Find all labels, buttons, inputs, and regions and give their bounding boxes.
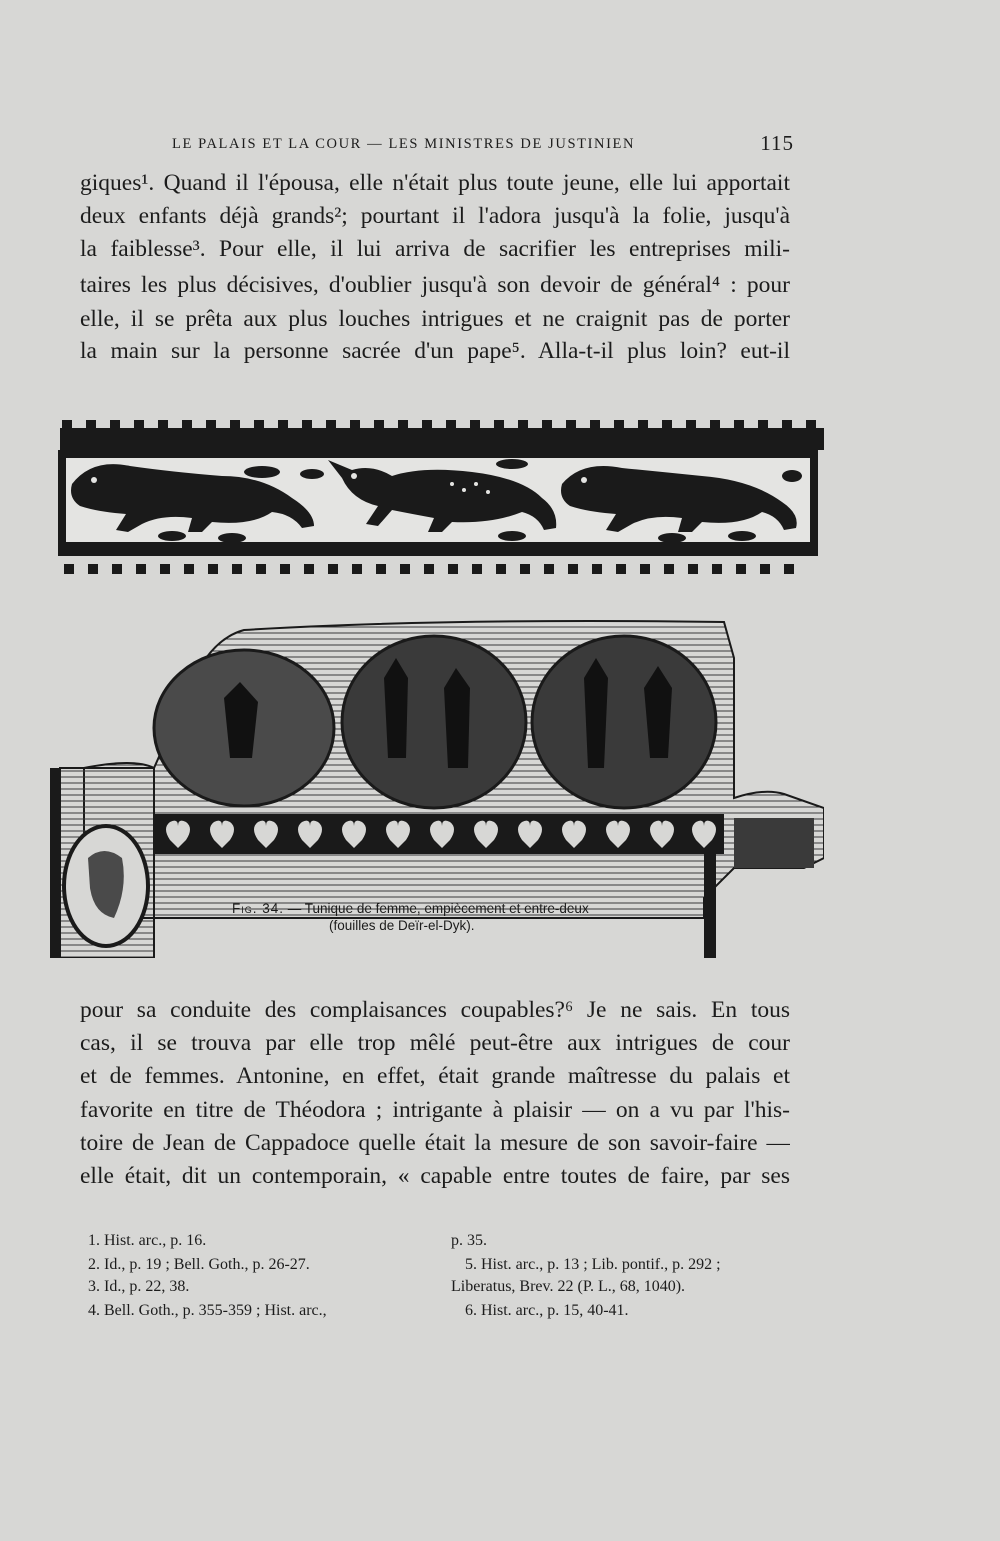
text-line: giques¹. Quand il l'épousa, elle n'était plus toute jeune, elle lui apportait [80,170,790,196]
caption-line-1: — Tunique de femme, empiècement et entre-deux [287,901,589,916]
footnote: 4. Bell. Goth., p. 355-359 ; Hist. arc., [88,1302,327,1319]
text-line: la faiblesse³. Pour elle, il lui arriva de sacrifier les entreprises mili- [80,236,790,262]
text-line: pour sa conduite des complaisances coupables?⁶ Je ne sais. En tous [80,997,790,1023]
footnote: 2. Id., p. 19 ; Bell. Goth., p. 26-27. [88,1256,310,1273]
running-head [172,131,800,156]
running-head-title: LE PALAIS ET LA COUR — LES MINISTRES DE JUSTINIEN [172,136,636,152]
footnote: 3. Id., p. 22, 38. [88,1278,190,1295]
text-line: elle était, dit un contemporain, « capable entre toutes de faire, par ses [80,1163,790,1189]
text-line: la main sur la personne sacrée d'un pape⁵. Alla-t-il plus loin? eut-il [80,338,790,364]
text-line: favorite en titre de Théodora ; intrigante à plaisir — on a vu par l'his- [80,1097,790,1123]
text-line: taires les plus décisives, d'oublier jusqu'à son devoir de général⁴ : pour [80,272,790,298]
text-line: et de femmes. Antonine, en effet, était grande maîtresse du palais et [80,1063,790,1089]
footnote: 6. Hist. arc., p. 15, 40-41. [465,1302,629,1319]
figure-label: Fig. 34. [232,901,285,916]
text-line: elle, il se prêta aux plus louches intrigues et ne craignit pas de porter [80,306,790,332]
caption-line-2: (fouilles de Deïr-el-Dyk). [329,918,475,933]
textile-band-illustration [52,414,824,586]
page-number: 115 [760,131,794,155]
footnote: 5. Hist. arc., p. 13 ; Lib. pontif., p. 292 ; [465,1256,721,1273]
footnote: 1. Hist. arc., p. 16. [88,1232,207,1249]
text-line: toire de Jean de Cappadoce quelle était la mesure de son savoir-faire — [80,1130,790,1156]
footnote: p. 35. [451,1232,487,1249]
text-line: cas, il se trouva par elle trop mêlé peut-être aux intrigues de cour [80,1030,790,1056]
footnote: Liberatus, Brev. 22 (P. L., 68, 1040). [451,1278,686,1295]
text-line: deux enfants déjà grands²; pourtant il l'adora jusqu'à la folie, jusqu'à [80,203,790,229]
